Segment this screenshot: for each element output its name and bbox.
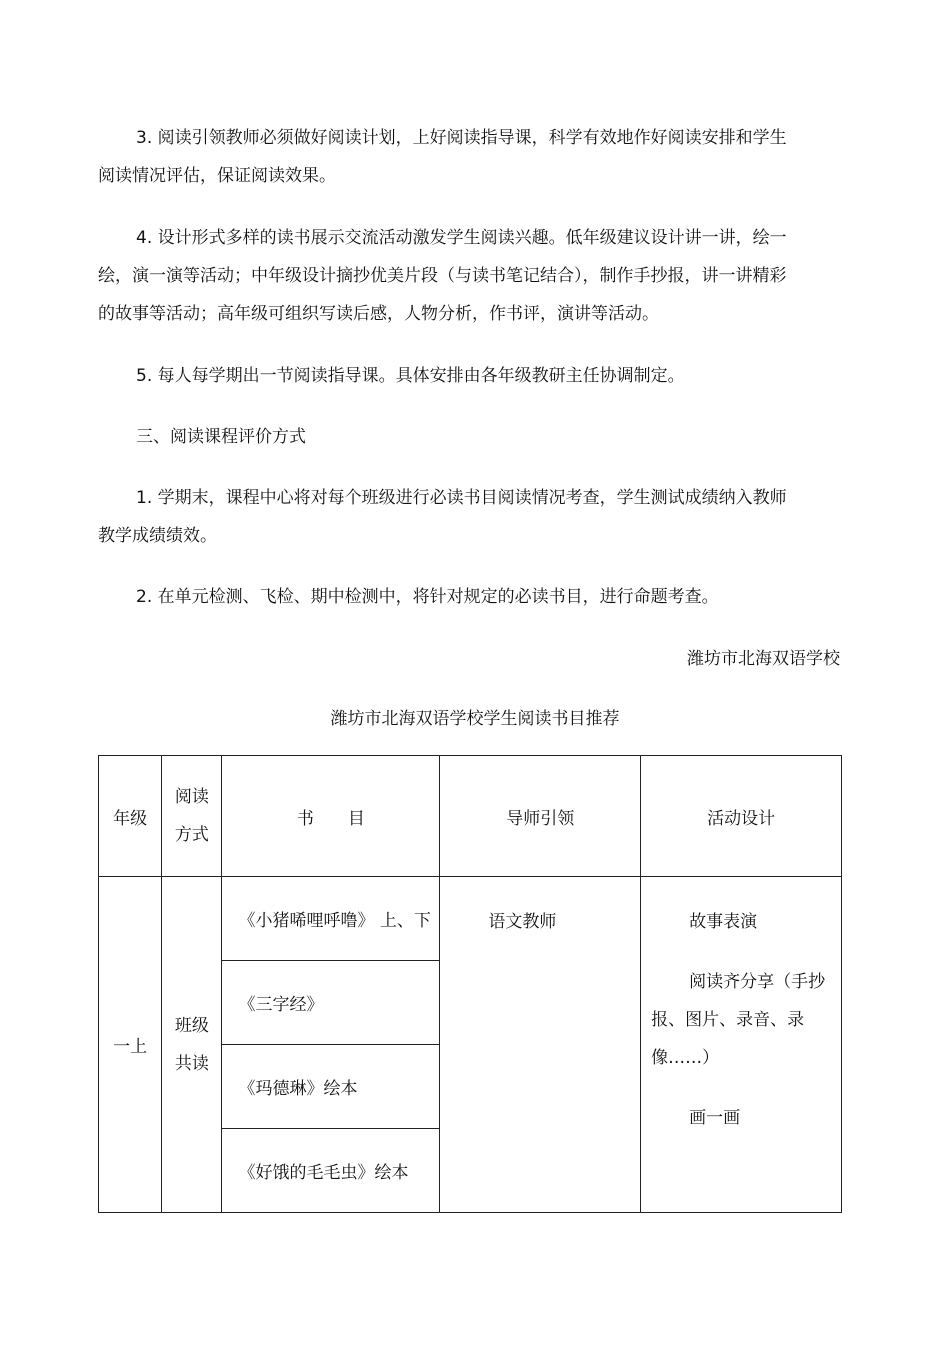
reading-mode-cell: [162, 877, 222, 1213]
header-mode-line2: 方式: [174, 825, 209, 845]
book-cell-4: 《好饿的毛毛虫》绘本: [222, 1129, 440, 1213]
activity-1: 故事表演: [689, 912, 758, 932]
tutor-cell: 语文教师: [440, 877, 641, 1213]
header-book-part1: 书: [296, 808, 314, 829]
reading-list-table: [98, 755, 842, 1213]
school-signature: 潍坊市北海双语学校: [687, 649, 840, 669]
paragraph-4: 4. 设计形式多样的读书展示交流活动激发学生阅读兴趣。低年级建议设计讲一讲，绘一绘，演一演等活动；中年级设计摘抄优美片段（与读书笔记结合），制作手抄报，讲一讲精彩的故事等活动；高年级可组织写读后感，人物分析，作书评，演讲等活动。: [98, 228, 787, 324]
mode-line1: 班级: [174, 1015, 209, 1036]
evaluation-item-1: 1. 学期末，课程中心将对每个班级进行必读书目阅读情况考查，学生测试成绩纳入教师教学成绩绩效。: [98, 488, 787, 546]
activity-2-line2: 报、图片、录音、录: [651, 1010, 805, 1030]
activity-cell: [641, 877, 842, 1213]
activity-2-line1: 阅读齐分享（手抄: [689, 972, 826, 992]
book-cell-1: 《小猪唏哩呼噜》 上、下: [222, 877, 440, 961]
paragraph-5: 5. 每人每学期出一节阅读指导课。具体安排由各年级教研主任协调制定。: [136, 366, 685, 386]
paragraph-3: 3. 阅读引领教师必须做好阅读计划，上好阅读指导课，科学有效地作好阅读安排和学生阅读情况评估，保证阅读效果。: [98, 128, 787, 186]
header-activity: 活动设计: [641, 756, 842, 877]
grade-cell: 一上: [99, 877, 162, 1213]
book-cell-2: 《三字经》: [222, 961, 440, 1045]
table-row: [99, 877, 842, 961]
header-grade: 年级: [99, 756, 162, 877]
table-header-row: [99, 756, 842, 877]
header-book-part2: 目: [347, 808, 365, 829]
header-books: [222, 756, 440, 877]
table-caption: 潍坊市北海双语学校学生阅读书目推荐: [330, 709, 620, 729]
header-reading-mode: [162, 756, 222, 877]
mode-line2: 共读: [174, 1053, 209, 1074]
section-heading: 三、阅读课程评价方式: [136, 427, 306, 447]
activity-2-line3: 像……）: [651, 1048, 720, 1068]
header-mode-line1: 阅读: [174, 787, 209, 807]
book-cell-3: 《玛德琳》绘本: [222, 1045, 440, 1129]
evaluation-item-2: 2. 在单元检测、飞检、期中检测中，将针对规定的必读书目，进行命题考查。: [136, 587, 719, 607]
activity-3: 画一画: [689, 1108, 741, 1128]
header-tutor: 导师引领: [440, 756, 641, 877]
